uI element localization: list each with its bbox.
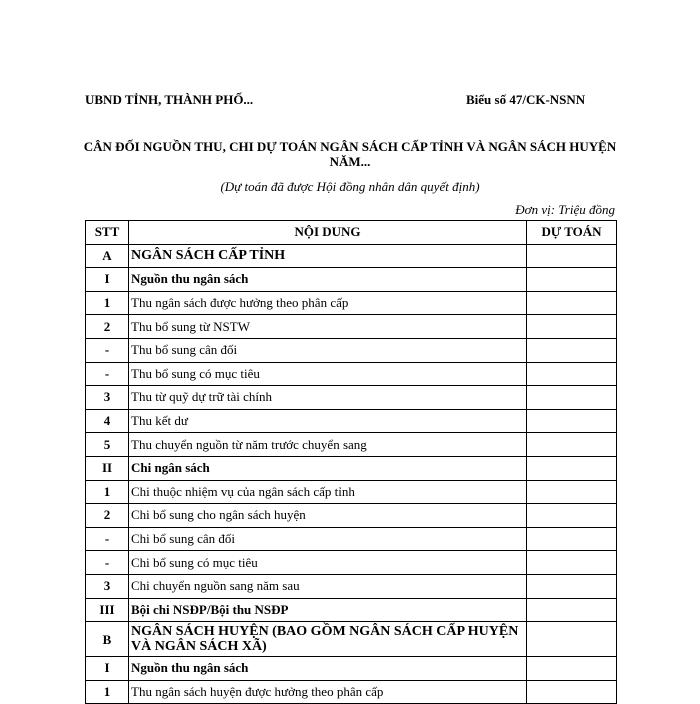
row-content: NGÂN SÁCH CẤP TỈNH	[129, 244, 527, 268]
row-value	[527, 244, 617, 268]
row-value	[527, 433, 617, 457]
row-stt: I	[86, 268, 129, 292]
row-stt: 2	[86, 315, 129, 339]
row-content: Chi bổ sung cân đối	[129, 527, 527, 551]
row-value	[527, 598, 617, 622]
row-stt: 1	[86, 480, 129, 504]
table-row	[86, 622, 617, 657]
table-row	[86, 456, 617, 480]
row-content: Nguồn thu ngân sách	[129, 268, 527, 292]
row-value	[527, 386, 617, 410]
row-value	[527, 574, 617, 598]
row-content: Chi thuộc nhiệm vụ của ngân sách cấp tỉnh	[129, 480, 527, 504]
table-row	[86, 386, 617, 410]
table-row	[86, 680, 617, 704]
table-header-row	[86, 221, 617, 245]
row-content: Chi chuyển nguồn sang năm sau	[129, 574, 527, 598]
row-content: Thu ngân sách được hưởng theo phân cấp	[129, 291, 527, 315]
row-stt: A	[86, 244, 129, 268]
table-row	[86, 409, 617, 433]
form-number: Biểu số 47/CK-NSNN	[466, 92, 586, 107]
row-content: Thu bổ sung có mục tiêu	[129, 362, 527, 386]
row-content: Thu bổ sung cân đối	[129, 338, 527, 362]
row-stt: 3	[86, 386, 129, 410]
row-stt: 2	[86, 504, 129, 528]
column-header-stt: STT	[86, 221, 129, 245]
row-value	[527, 680, 617, 704]
row-value	[527, 480, 617, 504]
row-content: Nguồn thu ngân sách	[129, 657, 527, 681]
table-row	[86, 315, 617, 339]
row-content: Thu kết dư	[129, 409, 527, 433]
row-stt: -	[86, 362, 129, 386]
row-content: Thu ngân sách huyện được hưởng theo phân cấp	[129, 680, 527, 704]
row-stt: 4	[86, 409, 129, 433]
row-stt: II	[86, 456, 129, 480]
row-stt: 3	[86, 574, 129, 598]
table-row	[86, 338, 617, 362]
issuer-header: UBND TỈNH, THÀNH PHỐ...	[85, 92, 254, 107]
row-value	[527, 291, 617, 315]
table-row	[86, 657, 617, 681]
table-row	[86, 362, 617, 386]
row-value	[527, 315, 617, 339]
row-value	[527, 657, 617, 681]
document-subtitle: (Dự toán đã được Hội đồng nhân dân quyết định)	[220, 179, 480, 194]
row-content: Thu bổ sung từ NSTW	[129, 315, 527, 339]
row-stt: -	[86, 338, 129, 362]
table-row	[86, 574, 617, 598]
row-stt: -	[86, 527, 129, 551]
row-stt: B	[86, 622, 129, 657]
row-stt: -	[86, 551, 129, 575]
row-content: Chi ngân sách	[129, 456, 527, 480]
row-value	[527, 527, 617, 551]
document-title: CÂN ĐỐI NGUỒN THU, CHI DỰ TOÁN NGÂN SÁCH CẤP TỈNH VÀ NGÂN SÁCH HUYỆN NĂM...	[83, 139, 617, 169]
row-stt: III	[86, 598, 129, 622]
row-content: NGÂN SÁCH HUYỆN (BAO GỒM NGÂN SÁCH CẤP HUYỆN VÀ NGÂN SÁCH XÃ)	[129, 622, 527, 657]
row-content: Thu từ quỹ dự trữ tài chính	[129, 386, 527, 410]
table-row	[86, 433, 617, 457]
row-stt: I	[86, 657, 129, 681]
table-row	[86, 480, 617, 504]
table-row	[86, 291, 617, 315]
row-stt: 1	[86, 291, 129, 315]
table-row	[86, 551, 617, 575]
row-content: Chi bổ sung có mục tiêu	[129, 551, 527, 575]
table-row	[86, 527, 617, 551]
table-row	[86, 244, 617, 268]
row-value	[527, 456, 617, 480]
table-row	[86, 598, 617, 622]
row-stt: 5	[86, 433, 129, 457]
row-content: Bội chi NSĐP/Bội thu NSĐP	[129, 598, 527, 622]
row-value	[527, 551, 617, 575]
column-header-content: NỘI DUNG	[129, 221, 527, 245]
row-stt: 1	[86, 680, 129, 704]
row-value	[527, 409, 617, 433]
budget-table	[85, 220, 617, 704]
table-row	[86, 268, 617, 292]
row-value	[527, 504, 617, 528]
row-content: Thu chuyển nguồn từ năm trước chuyển sang	[129, 433, 527, 457]
table-row	[86, 504, 617, 528]
row-value	[527, 338, 617, 362]
unit-note: Đơn vị: Triệu đồng	[515, 202, 615, 217]
row-value	[527, 622, 617, 657]
row-value	[527, 268, 617, 292]
column-header-estimate: DỰ TOÁN	[527, 221, 617, 245]
row-value	[527, 362, 617, 386]
row-content: Chi bổ sung cho ngân sách huyện	[129, 504, 527, 528]
